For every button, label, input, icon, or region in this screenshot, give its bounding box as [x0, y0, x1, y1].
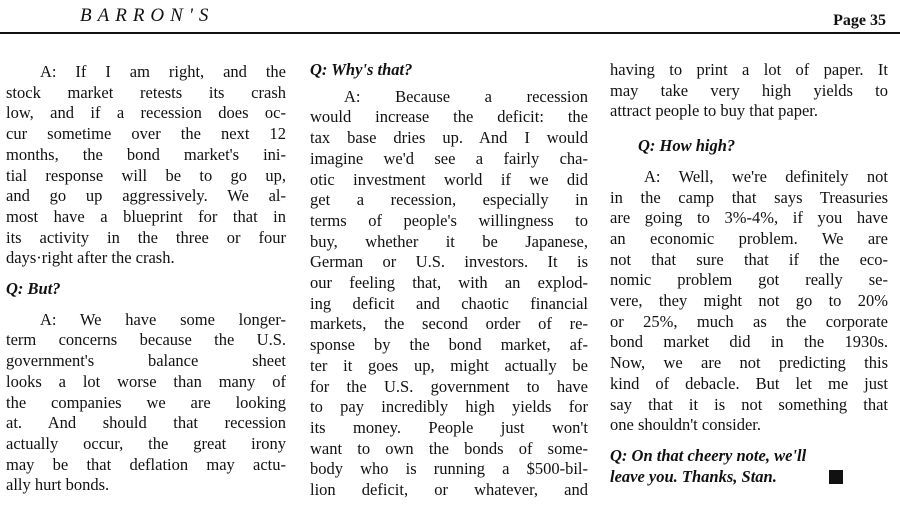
answer-paragraph-continued — [610, 60, 888, 122]
text-line: kind of debacle. But let me just — [610, 373, 888, 393]
text-line: the companies we are looking — [6, 392, 286, 412]
text-line: or 25%, much as the corporate — [610, 311, 888, 331]
answer-paragraph — [310, 87, 588, 501]
text-line: our feeling that, with an explod- — [310, 273, 588, 293]
text-line: attract people to buy that paper. — [610, 101, 819, 121]
text-line: terms of people's willingness to — [310, 210, 588, 230]
text-line: an economic problem. We are — [610, 228, 888, 248]
text-line: get a recession, especially in — [310, 190, 588, 210]
text-line: body who is running a $500-bil- — [310, 459, 588, 479]
question-heading: Q: How high? — [638, 136, 736, 156]
text-line: tial response will be to go up, — [6, 165, 286, 185]
text-line: government's balance sheet — [6, 351, 286, 371]
text-line: ter it goes up, might actually be — [310, 355, 588, 375]
text-line: say that it is not something that — [610, 394, 888, 414]
text-line: buy, whether it be Japanese, — [310, 231, 588, 251]
text-line: may be that deflation may actu- — [6, 454, 286, 474]
text-line: ing deficit and chaotic financial — [310, 293, 588, 313]
column-3 — [610, 60, 888, 487]
text-line: looks a lot worse than many of — [6, 371, 286, 391]
text-line: Now, we are not predicting this — [610, 353, 888, 373]
answer-paragraph — [6, 62, 286, 269]
publication-name: BARRON'S — [80, 5, 215, 26]
text-line: for the U.S. government to have — [310, 376, 588, 396]
text-line: would increase the deficit: the — [310, 107, 588, 127]
text-line: to pay incredibly high yields for — [310, 397, 588, 417]
text-line: otic investment world if we did — [310, 169, 588, 189]
page-number: Page 35 — [833, 12, 886, 29]
text-line: are going to 3%-4%, if you have — [610, 208, 888, 228]
closing-question-line — [610, 467, 888, 488]
text-line: months, the bond market's ini- — [6, 144, 286, 164]
text-line: want to own the bonds of some- — [310, 438, 588, 458]
text-line: vere, they might not go to 20% — [610, 291, 888, 311]
column-1 — [6, 62, 286, 496]
text-line: its activity in the three or four — [6, 227, 286, 247]
text-line: markets, the second order of re- — [310, 314, 588, 334]
text-line: at. And should that recession — [6, 413, 286, 433]
column-2 — [310, 60, 588, 501]
end-of-article-mark — [829, 470, 843, 484]
text-line: bond market did in the 1930s. — [610, 332, 888, 352]
text-line: imagine we'd see a fairly cha- — [310, 148, 588, 168]
closing-question-line: Q: On that cheery note, we'll — [610, 445, 807, 465]
text-line: actually occur, the great irony — [6, 433, 286, 453]
text-line: days·right after the crash. — [6, 248, 175, 268]
text-line: tax base dries up. And I would — [310, 128, 588, 148]
text-line: lion deficit, or whatever, and — [310, 480, 588, 500]
text-line: may take very high yields to — [610, 80, 888, 100]
text-line: and go up aggressively. We al- — [6, 186, 286, 206]
text-line: A: Because a recession — [344, 86, 588, 106]
text-line: its money. People just won't — [310, 417, 588, 437]
text-line: stock market retests its crash — [6, 82, 286, 102]
question-heading: Q: Why's that? — [310, 60, 413, 79]
text-line: cur sometime over the next 12 — [6, 124, 286, 144]
text-line: A: Well, we're definitely not — [644, 166, 888, 186]
text-line: one shouldn't consider. — [610, 415, 761, 435]
answer-paragraph — [610, 167, 888, 436]
text-line: nomic problem got really se- — [610, 270, 888, 290]
text-line: A: We have some longer- — [40, 309, 286, 329]
text-line: ally hurt bonds. — [6, 475, 110, 495]
text-line: low, and if a recession does oc- — [6, 103, 286, 123]
text-line: term concerns because the U.S. — [6, 330, 286, 350]
text-line: having to print a lot of paper. It — [610, 60, 888, 79]
answer-paragraph — [6, 310, 286, 496]
text-line: sponse by the bond market, af- — [310, 335, 588, 355]
text-line: German or U.S. investors. It is — [310, 252, 588, 272]
text-line: A: If I am right, and the — [40, 62, 286, 81]
header-rule — [0, 32, 900, 34]
question-heading: Q: But? — [6, 279, 61, 299]
text-line: in the camp that says Treasuries — [610, 187, 888, 207]
text-line: not that sure that if the eco- — [610, 249, 888, 269]
text-line: most have a blueprint for that in — [6, 206, 286, 226]
closing-question-text: leave you. Thanks, Stan. — [610, 466, 777, 486]
